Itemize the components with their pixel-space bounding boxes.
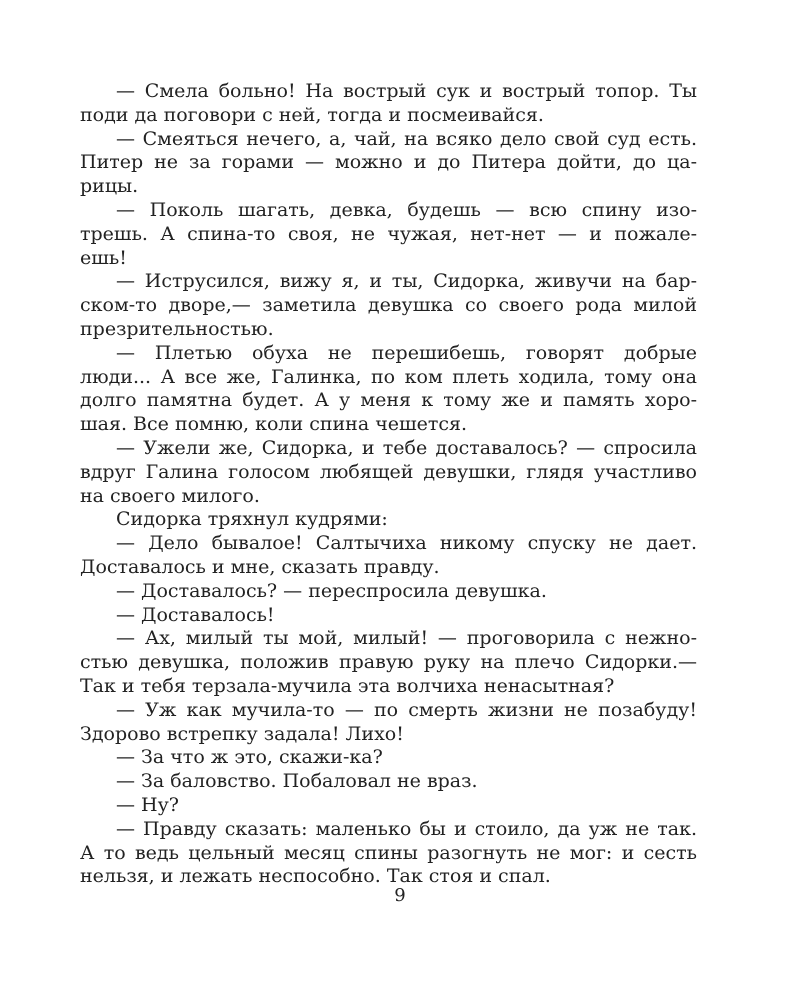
text-line: — Плетью обуха не перешибешь, говорят добрые — [116, 341, 697, 364]
text-line: — Доставалось! — [116, 603, 275, 626]
text-line: — Ах, милый ты мой, милый! — проговорила с нежно- — [116, 627, 697, 650]
text-line: вдруг Галина голосом любящей девушки, глядя участливо — [80, 460, 697, 483]
text-line: — За что ж это, скажи-ка? — [116, 746, 383, 769]
text-line: люди... А все же, Галинка, по ком плеть ходила, тому она — [80, 365, 697, 388]
text-line: презрительностью. — [80, 317, 274, 340]
page-number: 9 — [394, 885, 406, 906]
text-line: — Иструсился, вижу я, и ты, Сидорка, живучи на бар- — [116, 270, 697, 293]
text-line: Так и тебя терзала-мучила эта волчиха ненасытная? — [80, 674, 615, 697]
text-line: стью девушка, положив правую руку на плечо Сидорки.— — [80, 651, 697, 674]
text-line: А то ведь цельный месяц спины разогнуть не мог: и сесть — [80, 841, 697, 864]
body-text — [80, 80, 697, 889]
text-line: — Смела больно! На вострый сук и вострый топор. Ты — [116, 80, 697, 102]
text-line: на своего милого. — [80, 484, 260, 507]
text-line: — Дело бывалое! Салтычиха никому спуску не дает. — [116, 532, 697, 555]
text-line: — Поколь шагать, девка, будешь — всю спину изо- — [116, 198, 697, 221]
text-line: долго памятна будет. А у меня к тому же и память хоро- — [80, 389, 697, 412]
text-line: — Доставалось? — переспросила девушка. — [116, 579, 547, 602]
text-line: — Правду сказать: маленько бы и стоило, да уж не так. — [116, 817, 697, 840]
text-line: ском-то дворе,— заметила девушка со своего рода милой — [80, 294, 697, 317]
text-line: Здорово встрепку задала! Лихо! — [80, 722, 404, 745]
text-line: шая. Все помню, коли спина чешется. — [80, 413, 468, 436]
text-line: ешь! — [80, 246, 127, 269]
text-line: — За баловство. Побаловал не враз. — [116, 770, 478, 793]
text-line: Сидорка тряхнул кудрями: — [116, 508, 388, 531]
text-line: — Смеяться нечего, а, чай, на всяко дело свой суд есть. — [116, 127, 697, 150]
text-line: — Ну? — [116, 793, 179, 816]
text-line: Доставалось и мне, сказать правду. — [80, 555, 440, 578]
text-line: — Ужели же, Сидорка, и тебе доставалось? — спросила — [116, 436, 697, 459]
text-line: поди да поговори с ней, тогда и посмеивайся. — [80, 103, 544, 126]
text-line: нельзя, и лежать неспособно. Так стоя и спал. — [80, 865, 551, 888]
text-line: Питер не за горами — можно и до Питера дойти, до ца- — [80, 151, 697, 174]
text-line: рицы. — [80, 175, 139, 198]
text-line: — Уж как мучила-то — по смерть жизни не позабуду! — [116, 698, 697, 721]
text-line: трешь. А спина-то своя, не чужая, нет-нет — и пожале- — [80, 222, 697, 245]
